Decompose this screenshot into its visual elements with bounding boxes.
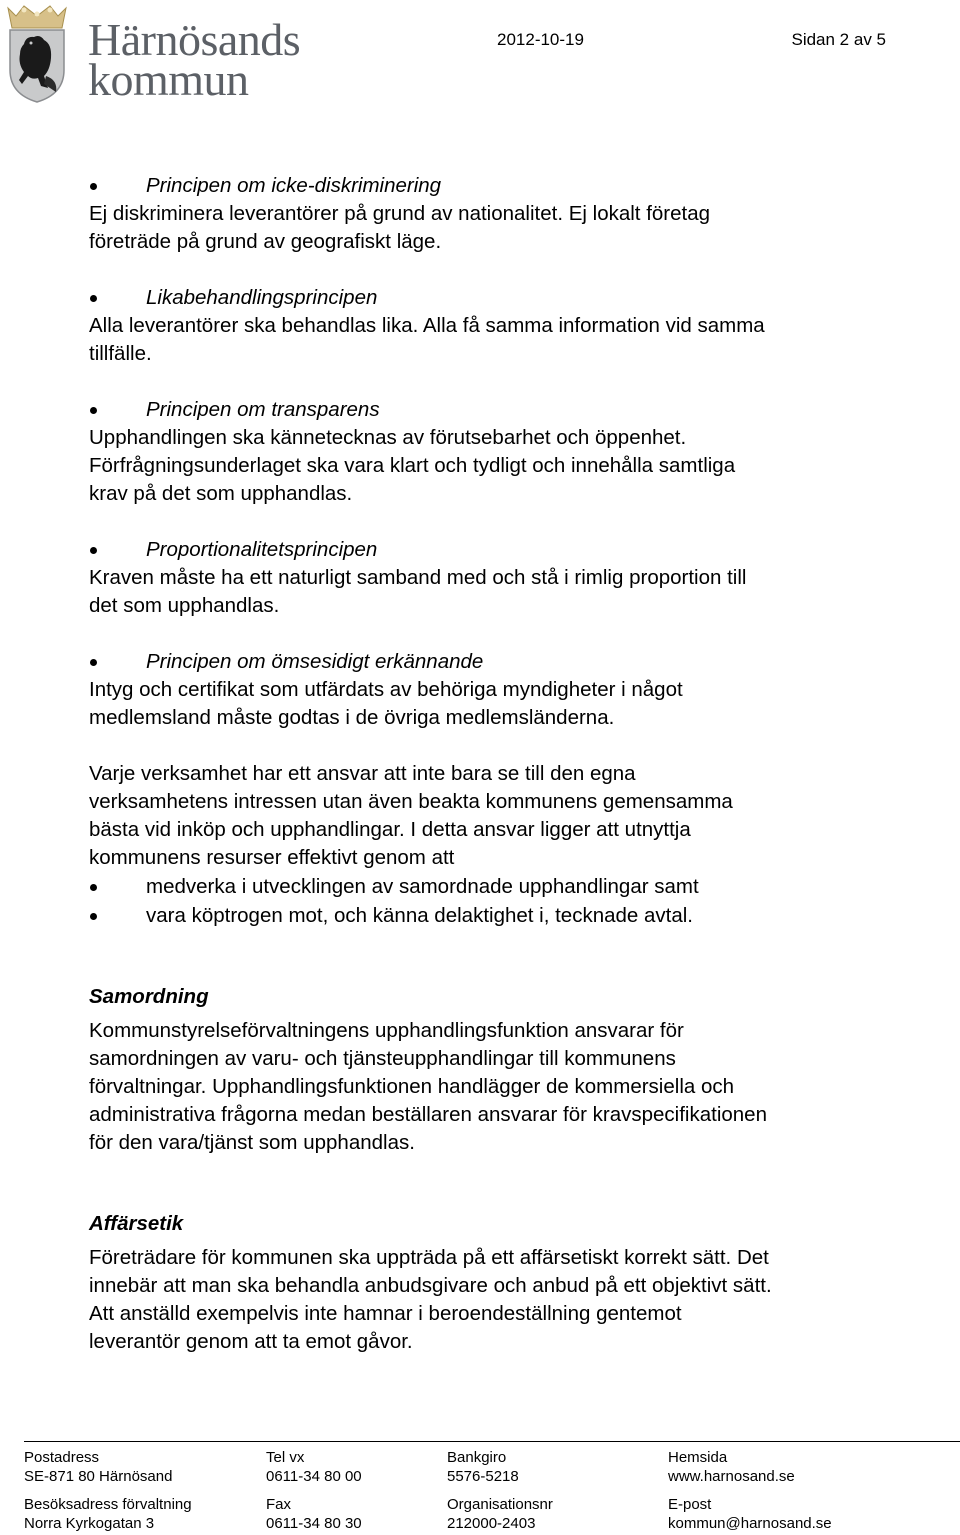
- principle-title: Principen om icke-diskriminering: [146, 174, 442, 197]
- principle-text: Kraven måste ha ett naturligt samband med och stå i rimlig proportion till det som upphandlas.: [89, 566, 747, 617]
- principle-item: [89, 536, 889, 620]
- footer-value: 5576-5218: [447, 1468, 519, 1485]
- bullet-icon: [90, 183, 97, 190]
- footer-label: Besöksadress förvaltning: [24, 1496, 192, 1513]
- bullet-icon: [90, 547, 97, 554]
- principle-text: Alla leverantörer ska behandlas lika. Alla få samma information vid samma tillfälle.: [89, 314, 765, 365]
- principle-text: Intyg och certifikat som utfärdats av behöriga myndigheter i något medlemsland måste godtas i de övriga medlemsländerna.: [89, 678, 683, 729]
- page-number: Sidan 2 av 5: [791, 30, 886, 49]
- responsibility-list: [89, 872, 889, 930]
- principle-title: Principen om transparens: [146, 398, 380, 421]
- org-name-line2: kommun: [88, 54, 249, 105]
- footer-value: 212000-2403: [447, 1515, 536, 1532]
- principle-item: [89, 284, 889, 368]
- section-heading-affarsetik: Affärsetik: [89, 1212, 184, 1235]
- footer-label: E-post: [668, 1496, 712, 1513]
- bullet-icon: [90, 913, 97, 920]
- bullet-icon: [90, 295, 97, 302]
- page-footer: [24, 1441, 960, 1532]
- footer-label: Organisationsnr: [447, 1496, 553, 1513]
- footer-label: Bankgiro: [447, 1449, 507, 1466]
- bullet-icon: [90, 884, 97, 891]
- affarsetik-paragraph: Företrädare för kommunen ska uppträda på ett affärsetiskt korrekt sätt. Det innebär att man ska behandla anbudsgivare och anbud på ett objektivt sätt. Att anställd exempelvis inte hamnar i beroendeställning gentemot leverantör genom att ta emot gåvor.: [89, 1246, 772, 1353]
- principle-item: [89, 172, 889, 256]
- principle-text: Upphandlingen ska kännetecknas av förutsebarhet och öppenhet. Förfrågningsunderlaget ska vara klart och tydligt och innehålla samtliga krav på det som upphandlas.: [89, 426, 736, 505]
- footer-value: 0611-34 80 00: [266, 1468, 362, 1485]
- responsibility-paragraph: Varje verksamhet har ett ansvar att inte bara se till den egna verksamhetens intressen utan även beakta kommunens gemensamma bästa vid inköp och upphandlingar. I detta ansvar ligger att utnyttja kommunens resurser effektivt genom att: [89, 762, 733, 869]
- coat-of-arms-logo: [4, 4, 70, 104]
- footer-label: Postadress: [24, 1449, 100, 1466]
- principle-title: Likabehandlingsprincipen: [146, 286, 378, 309]
- footer-label: Hemsida: [668, 1449, 728, 1466]
- footer-value: Norra Kyrkogatan 3: [24, 1515, 155, 1532]
- footer-value: 0611-34 80 30: [266, 1515, 362, 1532]
- footer-label: Tel vx: [266, 1449, 305, 1466]
- document-body: [89, 172, 889, 1356]
- document-date: 2012-10-19: [497, 30, 584, 49]
- principle-title: Proportionalitetsprincipen: [146, 538, 378, 561]
- email-link[interactable]: kommun@harnosand.se: [668, 1515, 832, 1532]
- principle-item: [89, 648, 889, 732]
- org-name-line1: Härnösands: [88, 14, 301, 65]
- samordning-paragraph: Kommunstyrelseförvaltningens upphandlingsfunktion ansvarar för samordningen av varu- och tjänsteupphandlingar till kommunens förvaltningar. Upphandlingsfunktionen handlägger de kommersiella och administrativa frågorna medan beställaren ansvarar för kravspecifikationen för den vara/tjänst som upphandlas.: [89, 1019, 767, 1154]
- footer-label: Fax: [266, 1496, 292, 1513]
- principle-item: [89, 396, 889, 508]
- principle-title: Principen om ömsesidigt erkännande: [146, 650, 484, 673]
- bullet-icon: [90, 659, 97, 666]
- principle-text: Ej diskriminera leverantörer på grund av nationalitet. Ej lokalt företag företräde på grund av geografiskt läge.: [89, 202, 711, 253]
- footer-value: SE-871 80 Härnösand: [24, 1468, 173, 1485]
- website-link[interactable]: www.harnosand.se: [668, 1468, 795, 1485]
- organization-logo-text: [88, 14, 301, 105]
- list-item: vara köptrogen mot, och känna delaktighet i, tecknade avtal.: [89, 901, 889, 930]
- section-heading-samordning: Samordning: [89, 985, 209, 1008]
- bullet-icon: [90, 407, 97, 414]
- list-item: medverka i utvecklingen av samordnade upphandlingar samt: [89, 872, 889, 901]
